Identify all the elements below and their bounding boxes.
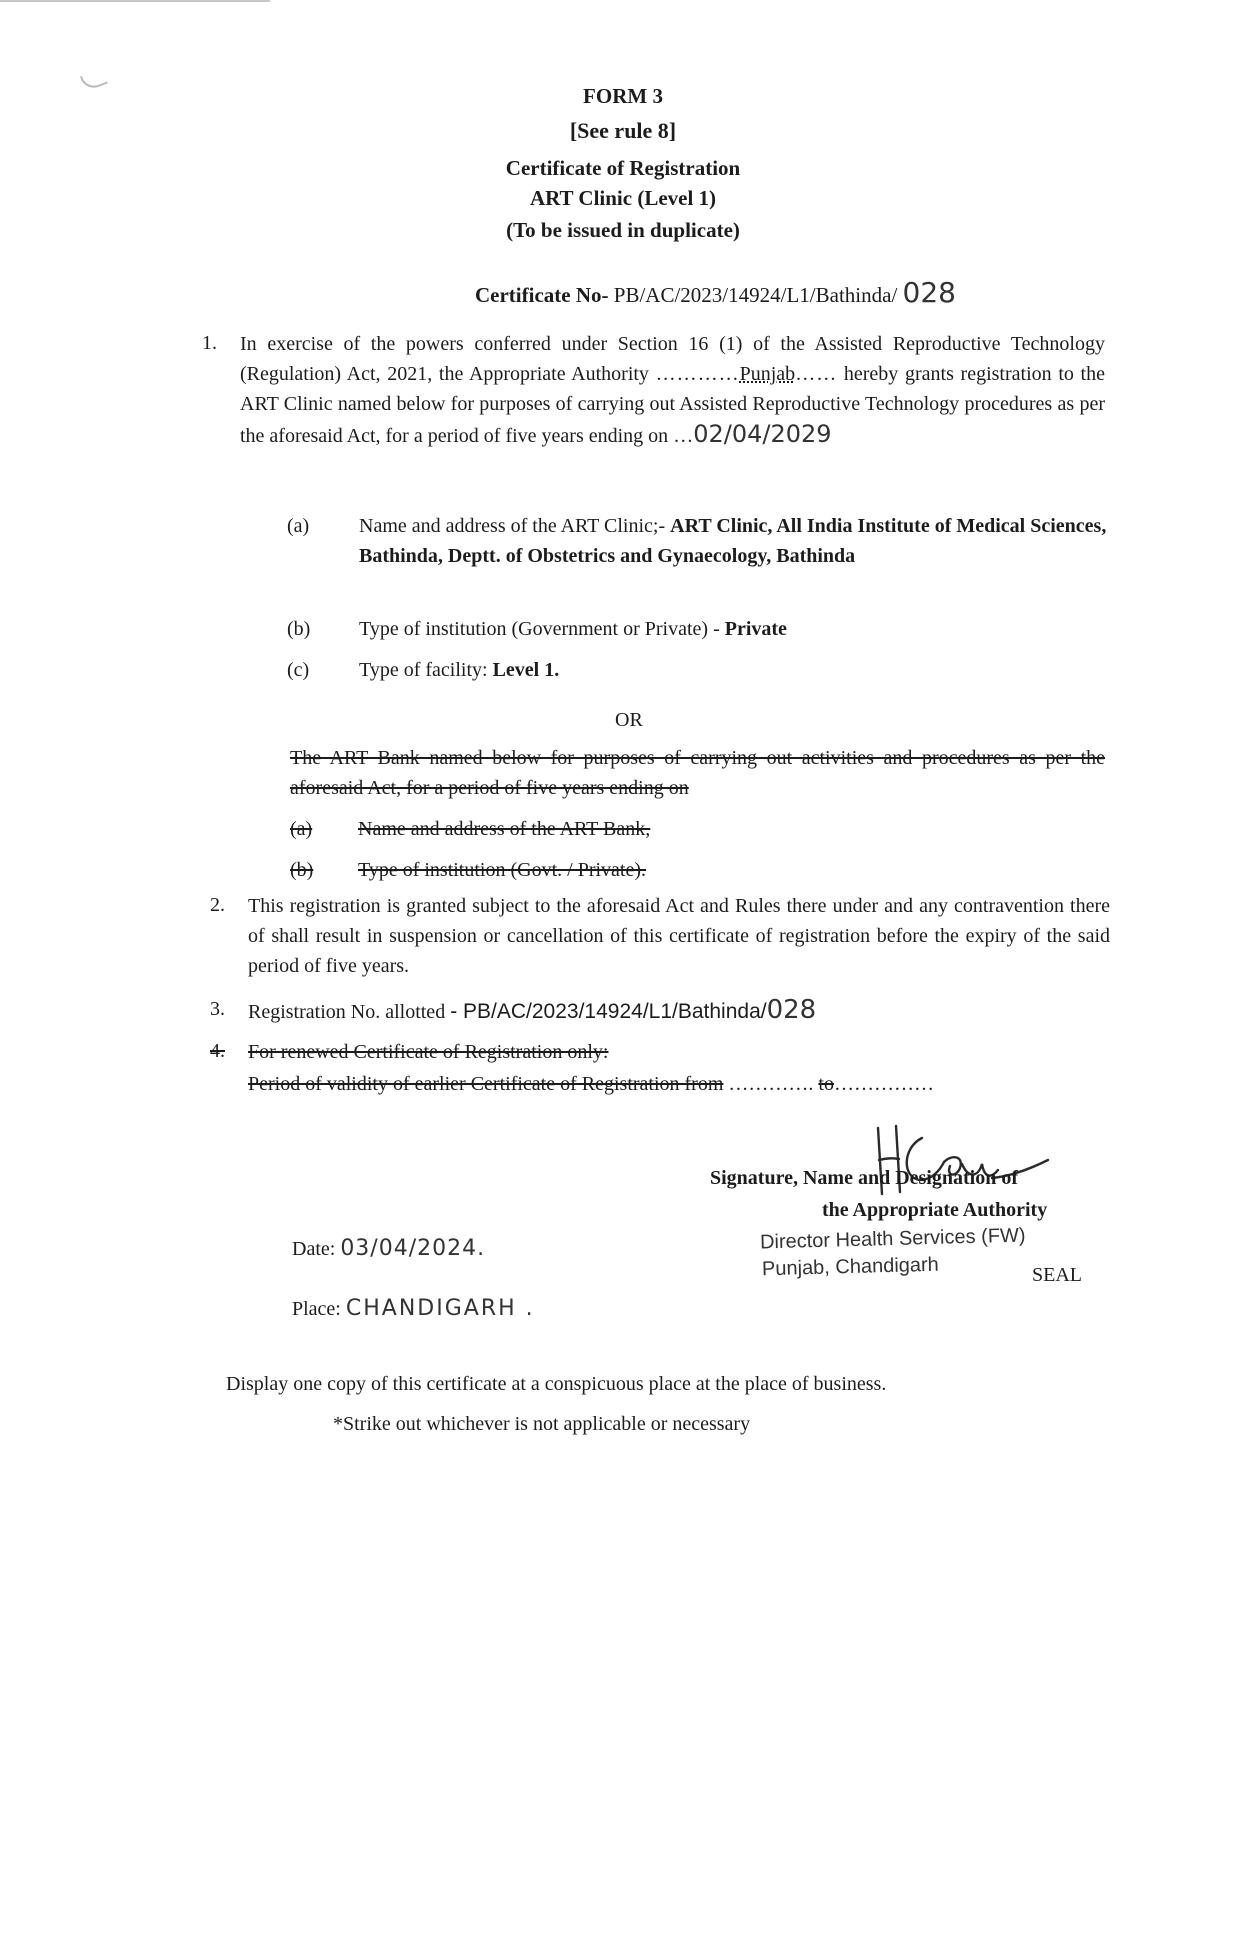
date-label: Date:: [292, 1238, 336, 1260]
para1-text-b: hereby grants registration to the ART Clinic named below for purposes of carrying out Assisted Reproductive Technology procedures as per the aforesaid Act, for a period of five years ending on: [240, 363, 1105, 447]
stamp-place: Punjab, Chandigarh: [761, 1253, 940, 1281]
signature-caption-2: the Appropriate Authority: [822, 1199, 1048, 1221]
renewal-heading: For renewed Certificate of Registration only:: [248, 1041, 609, 1063]
seal-label: SEAL: [1032, 1264, 1082, 1286]
form-number: FORM 3: [583, 84, 663, 108]
date-value: 03/04/2024.: [340, 1236, 486, 1261]
facility-type-value: Level 1.: [492, 659, 560, 681]
registration-number-line: [248, 995, 816, 1027]
clinic-name-value: ART Clinic, All India Institute of Medical Sciences, Bathinda, Deptt. of Obstetrics and Gynaecology, Bathinda: [359, 515, 1107, 567]
place-value: CHANDIGARH .: [345, 1296, 535, 1321]
bank-b-label: (b): [290, 859, 314, 881]
institution-type-value: Private: [724, 618, 787, 640]
registration-number-handwritten: 028: [766, 995, 817, 1025]
certificate-number: PB/AC/2023/14924/L1/Bathinda/: [613, 283, 898, 307]
clinic-b-label: (b): [287, 618, 311, 640]
registration-number: - PB/AC/2023/14924/L1/Bathinda/: [450, 1000, 767, 1023]
para1-end-dots: …: [673, 425, 694, 447]
para1-text: [240, 329, 1105, 451]
signature-caption-1: Signature, Name and Designation of: [710, 1167, 1018, 1189]
document-title: Certificate of Registration: [505, 156, 741, 180]
art-bank-text: The ART Bank named below for purposes of carrying out activities and procedures as per the aforesaid Act, for a period of five years ending on: [290, 747, 1105, 799]
para1-text-a: In exercise of the powers conferred under Section 16 (1) of the Assisted Reproductive Technology (Regulation) Act, 2021, the Appropriate Authority: [240, 333, 1105, 385]
clinic-name-address: [359, 511, 1107, 571]
scan-edge-line: [0, 0, 270, 2]
place-label: Place:: [292, 1298, 341, 1320]
para1-dots-after: ……: [795, 363, 838, 385]
facility-type-text: Type of facility:: [359, 659, 488, 681]
rule-reference: [See rule 8]: [569, 118, 677, 143]
authority-name: Punjab: [739, 363, 796, 385]
stamp-designation: Director Health Services (FW): [759, 1224, 1026, 1254]
para3-number: 3.: [210, 998, 225, 1020]
facility-type: [359, 655, 559, 685]
display-instruction: Display one copy of this certificate at a conspicuous place at the place of business.: [226, 1373, 887, 1395]
certificate-number-handwritten: 028: [902, 276, 956, 309]
bank-a-label: (a): [290, 818, 313, 840]
para2-text: This registration is granted subject to the aforesaid Act and Rules there under and any contravention there of shall result in suspension or cancellation of this certificate of registration before the expiry of the said period of five years.: [248, 895, 1110, 977]
date-line: [292, 1234, 485, 1264]
para1-dots-before: …………: [655, 363, 740, 385]
bank-institution-type: Type of institution (Govt. / Private).: [358, 859, 647, 881]
earlier-validity-line: [248, 1069, 934, 1099]
end-date-handwritten: 02/04/2029: [693, 420, 832, 448]
earlier-validity-dots-b: ……………: [833, 1073, 934, 1095]
clinic-a-text: Name and address of the ART Clinic;-: [359, 515, 666, 537]
certificate-number-label: Certificate No-: [475, 283, 609, 307]
institution-type: [359, 614, 787, 644]
institution-type-text: Type of institution (Government or Private) -: [359, 618, 720, 640]
para2-number: 2.: [210, 894, 225, 916]
issue-note: (To be issued in duplicate): [506, 218, 740, 242]
earlier-validity-to: to: [818, 1073, 834, 1095]
bank-name-address: Name and address of the ART Bank,: [358, 818, 651, 840]
para4-number: 4.: [210, 1040, 225, 1062]
registration-number-label: Registration No. allotted: [248, 1001, 446, 1023]
or-separator: OR: [615, 709, 643, 731]
document-subtitle: ART Clinic (Level 1): [529, 186, 717, 210]
clinic-c-label: (c): [287, 659, 310, 681]
place-line: [292, 1294, 535, 1324]
clinic-a-label: (a): [287, 515, 310, 537]
certificate-number-line: [475, 276, 956, 309]
earlier-validity-text: Period of validity of earlier Certificate of Registration from: [248, 1073, 724, 1095]
para1-number: 1.: [202, 332, 217, 354]
strike-out-note: *Strike out whichever is not applicable or necessary: [333, 1413, 751, 1435]
earlier-validity-dots-a: ………….: [728, 1073, 819, 1095]
